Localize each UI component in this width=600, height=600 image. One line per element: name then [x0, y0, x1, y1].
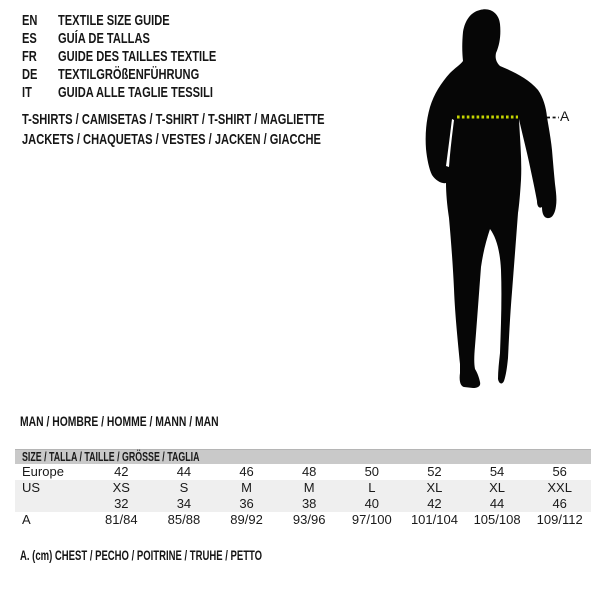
table-cell: 48: [301, 464, 317, 479]
table-cell: 46: [239, 464, 254, 479]
table-cell: XL: [466, 480, 529, 496]
table-cell: 97/100: [351, 512, 392, 527]
language-row: [22, 66, 272, 84]
language-row: [22, 30, 272, 48]
table-cell: XL: [403, 480, 466, 496]
language-row: [22, 48, 272, 66]
language-list: [22, 12, 272, 102]
table-cell: 40: [341, 496, 404, 512]
table-cell: 44: [176, 464, 192, 479]
language-label: TEXTILE SIZE GUIDE: [58, 12, 170, 29]
table-cell: M: [278, 480, 341, 496]
table-cell: 44: [466, 496, 529, 512]
language-code: ES: [22, 30, 37, 47]
row-label: A: [22, 512, 31, 527]
table-cell: S: [153, 480, 216, 496]
table-row-a-chest: [15, 512, 591, 528]
table-cell: 54: [489, 464, 505, 479]
measure-label-a: A: [560, 108, 570, 124]
table-cell: 109/112: [536, 512, 583, 527]
table-row-europe: [15, 464, 591, 480]
table-cell: 50: [364, 464, 380, 479]
row-label: US: [15, 480, 90, 496]
language-row: [22, 12, 272, 30]
table-cell: 105/108: [473, 512, 521, 527]
man-silhouette-figure: [400, 0, 600, 400]
language-label: GUÍA DE TALLAS: [58, 30, 150, 47]
table-cell: 89/92: [230, 512, 263, 527]
size-table: [15, 449, 591, 528]
table-row-us: [15, 480, 591, 496]
table-cell: M: [215, 480, 278, 496]
table-cell: 42: [114, 464, 129, 479]
language-row: [22, 84, 272, 102]
language-code: DE: [22, 66, 38, 83]
language-code: FR: [22, 48, 37, 65]
row-label: Europe: [22, 464, 64, 479]
man-body: [426, 9, 557, 388]
table-cell: 85/88: [167, 512, 201, 527]
table-cell: 81/84: [105, 512, 138, 527]
table-cell: 56: [552, 464, 567, 479]
table-cell: 93/96: [292, 512, 326, 527]
table-cell: 101/104: [410, 512, 458, 527]
table-cell: 34: [153, 496, 216, 512]
section-title-man: MAN / HOMBRE / HOMME / MANN / MAN: [20, 413, 219, 429]
table-cell: XS: [90, 480, 153, 496]
category-lines: [22, 110, 431, 150]
table-cell: 36: [215, 496, 278, 512]
footnote-measurement-a: A. (cm) CHEST / PECHO / POITRINE / TRUHE / PETTO: [20, 547, 263, 563]
man-silhouette: [400, 0, 600, 400]
row-label: [15, 496, 90, 512]
language-label: TEXTILGRÖßENFÜHRUNG: [58, 66, 200, 83]
table-cell: 38: [278, 496, 341, 512]
table-cell: 42: [403, 496, 466, 512]
language-code: EN: [22, 12, 38, 29]
table-row-numeric: [15, 496, 591, 512]
language-label: GUIDA ALLE TAGLIE TESSILI: [58, 84, 213, 101]
table-cell: XXL: [528, 480, 591, 496]
table-header-row: [15, 450, 591, 465]
category-tshirts-line: T-SHIRTS / CAMISETAS / T-SHIRT / T-SHIRT / MAGLIETTE: [22, 111, 325, 128]
language-code: IT: [22, 84, 32, 101]
table-cell: 52: [427, 464, 442, 479]
size-table-header: SIZE / TALLA / TAILLE / GRÖSSE / TAGLIA: [22, 449, 200, 464]
table-cell: 46: [528, 496, 591, 512]
category-jackets-line: JACKETS / CHAQUETAS / VESTES / JACKEN / GIACCHE: [22, 131, 321, 148]
table-cell: L: [341, 480, 404, 496]
table-cell: 32: [90, 496, 153, 512]
language-label: GUIDE DES TAILLES TEXTILE: [58, 48, 217, 65]
